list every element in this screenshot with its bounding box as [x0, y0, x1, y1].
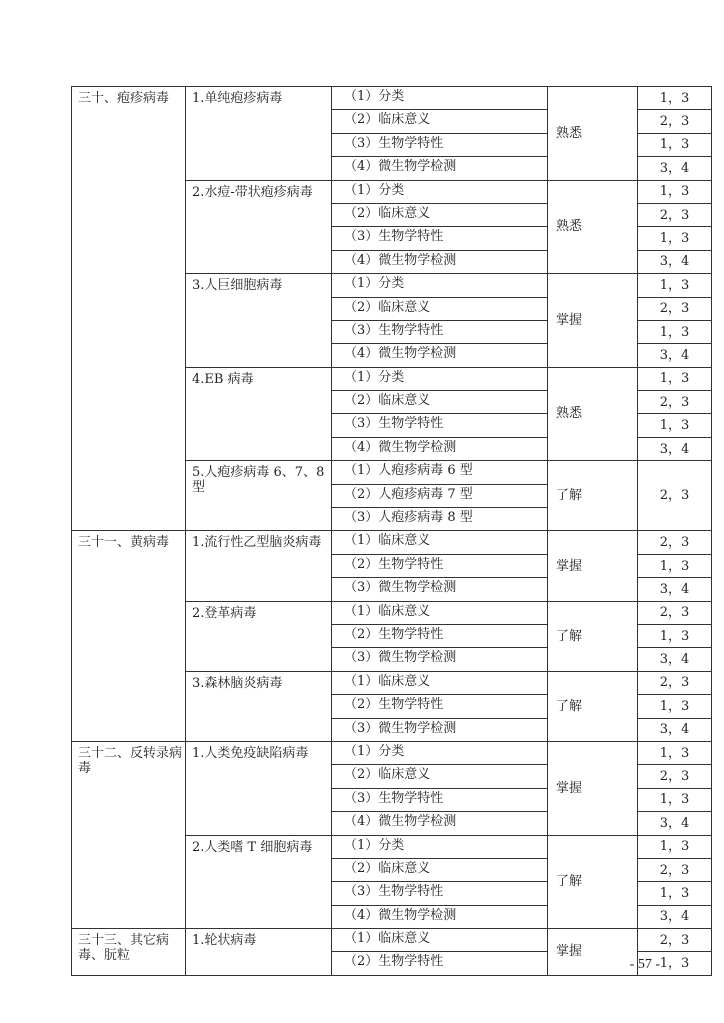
requirement-level-cell: 掌握: [548, 929, 638, 976]
cognitive-level-cell: 3，4: [638, 344, 712, 367]
page-number: - 57 -: [629, 957, 660, 972]
cognitive-level-cell: 2，3: [638, 671, 712, 694]
table-row: [72, 87, 712, 110]
subtopic-cell: （4）微生物学检测: [332, 437, 548, 460]
chapter-title-cell: 三十、疱疹病毒: [72, 87, 186, 531]
requirement-level-cell: 熟悉: [548, 180, 638, 274]
subtopic-cell: （1）分类: [332, 274, 548, 297]
cognitive-level-cell: 1，3: [638, 133, 712, 156]
subtopic-cell: （1）分类: [332, 367, 548, 390]
topic-name-cell: 4.EB 病毒: [186, 367, 332, 461]
topic-name-cell: 2.水痘-带状疱疹病毒: [186, 180, 332, 274]
requirement-level-cell: 了解: [548, 835, 638, 929]
cognitive-level-cell: 3，4: [638, 812, 712, 835]
requirement-level-cell: 熟悉: [548, 87, 638, 181]
cognitive-level-cell: 1，3: [638, 741, 712, 764]
cognitive-level-cell: 3，4: [638, 578, 712, 601]
cognitive-level-cell: 1，3: [638, 554, 712, 577]
subtopic-cell: （1）分类: [332, 180, 548, 203]
subtopic-cell: （1）临床意义: [332, 671, 548, 694]
subtopic-cell: （1）临床意义: [332, 601, 548, 624]
cognitive-level-cell: 1，3: [638, 414, 712, 437]
subtopic-cell: （1）临床意义: [332, 929, 548, 952]
topic-name-cell: 1.单纯疱疹病毒: [186, 87, 332, 181]
requirement-level-cell: 掌握: [548, 531, 638, 601]
subtopic-cell: （3）生物学特性: [332, 414, 548, 437]
cognitive-level-cell: 1，3: [638, 87, 712, 110]
cognitive-level-cell: 1，3: [638, 180, 712, 203]
subtopic-cell: （1）分类: [332, 741, 548, 764]
subtopic-cell: （1）临床意义: [332, 531, 548, 554]
cognitive-level-cell: 2，3: [638, 461, 712, 531]
requirement-level-cell: 掌握: [548, 741, 638, 835]
requirement-level-cell: 了解: [548, 601, 638, 671]
syllabus-table-body: [72, 87, 712, 976]
subtopic-cell: （2）生物学特性: [332, 952, 548, 975]
subtopic-cell: （3）生物学特性: [332, 227, 548, 250]
cognitive-level-cell: 1，3: [638, 227, 712, 250]
subtopic-cell: （1）分类: [332, 835, 548, 858]
cognitive-level-cell: 1，3: [638, 695, 712, 718]
subtopic-cell: （3）生物学特性: [332, 133, 548, 156]
cognitive-level-cell: 2，3: [638, 929, 712, 952]
topic-name-cell: 1.人类免疫缺陷病毒: [186, 741, 332, 835]
cognitive-level-cell: 2，3: [638, 765, 712, 788]
subtopic-cell: （3）微生物学检测: [332, 648, 548, 671]
cognitive-level-cell: 1，3: [638, 624, 712, 647]
topic-name-cell: 1.流行性乙型脑炎病毒: [186, 531, 332, 601]
cognitive-level-cell: 3，4: [638, 157, 712, 180]
cognitive-level-cell: 1，3: [638, 320, 712, 343]
cognitive-level-cell: 3，4: [638, 718, 712, 741]
subtopic-cell: （4）微生物学检测: [332, 905, 548, 928]
topic-name-cell: 2.人类嗜 T 细胞病毒: [186, 835, 332, 929]
chapter-title-cell: 三十三、其它病毒、朊粒: [72, 929, 186, 976]
cognitive-level-cell: 3，4: [638, 437, 712, 460]
subtopic-cell: （2）人疱疹病毒 7 型: [332, 484, 548, 507]
subtopic-cell: （3）生物学特性: [332, 320, 548, 343]
subtopic-cell: （2）生物学特性: [332, 554, 548, 577]
requirement-level-cell: 了解: [548, 461, 638, 531]
subtopic-cell: （2）临床意义: [332, 858, 548, 881]
requirement-level-cell: 熟悉: [548, 367, 638, 461]
topic-name-cell: 3.人巨细胞病毒: [186, 274, 332, 368]
subtopic-cell: （3）微生物学检测: [332, 578, 548, 601]
subtopic-cell: （4）微生物学检测: [332, 157, 548, 180]
syllabus-table-container: [71, 86, 711, 976]
cognitive-level-cell: 1，3: [638, 835, 712, 858]
chapter-title-cell: 三十一、黄病毒: [72, 531, 186, 742]
cognitive-level-cell: 2，3: [638, 203, 712, 226]
cognitive-level-cell: 2，3: [638, 531, 712, 554]
cognitive-level-cell: 3，4: [638, 905, 712, 928]
subtopic-cell: （2）临床意义: [332, 297, 548, 320]
chapter-title-cell: 三十二、反转录病毒: [72, 741, 186, 928]
requirement-level-cell: 掌握: [548, 274, 638, 368]
subtopic-cell: （3）微生物学检测: [332, 718, 548, 741]
subtopic-cell: （1）分类: [332, 87, 548, 110]
cognitive-level-cell: 1，3: [638, 882, 712, 905]
table-row: [72, 741, 712, 764]
topic-name-cell: 1.轮状病毒: [186, 929, 332, 976]
topic-name-cell: 5.人疱疹病毒 6、7、8 型: [186, 461, 332, 531]
cognitive-level-cell: 3，4: [638, 250, 712, 273]
subtopic-cell: （4）微生物学检测: [332, 812, 548, 835]
cognitive-level-cell: 3，4: [638, 648, 712, 671]
cognitive-level-cell: 2，3: [638, 297, 712, 320]
subtopic-cell: （3）人疱疹病毒 8 型: [332, 508, 548, 531]
syllabus-table: [71, 86, 712, 976]
subtopic-cell: （4）微生物学检测: [332, 250, 548, 273]
subtopic-cell: （2）生物学特性: [332, 624, 548, 647]
cognitive-level-cell: 1，3: [638, 788, 712, 811]
subtopic-cell: （2）临床意义: [332, 203, 548, 226]
subtopic-cell: （3）生物学特性: [332, 882, 548, 905]
cognitive-level-cell: 2，3: [638, 858, 712, 881]
cognitive-level-cell: 1，3: [638, 274, 712, 297]
cognitive-level-cell: 2，3: [638, 601, 712, 624]
cognitive-level-cell: 1，3: [638, 367, 712, 390]
subtopic-cell: （2）临床意义: [332, 391, 548, 414]
subtopic-cell: （2）生物学特性: [332, 695, 548, 718]
table-row: [72, 929, 712, 952]
topic-name-cell: 3.森林脑炎病毒: [186, 671, 332, 741]
table-row: [72, 531, 712, 554]
cognitive-level-cell: 2，3: [638, 391, 712, 414]
subtopic-cell: （4）微生物学检测: [332, 344, 548, 367]
subtopic-cell: （2）临床意义: [332, 110, 548, 133]
subtopic-cell: （2）临床意义: [332, 765, 548, 788]
subtopic-cell: （1）人疱疹病毒 6 型: [332, 461, 548, 484]
subtopic-cell: （3）生物学特性: [332, 788, 548, 811]
cognitive-level-cell: 2，3: [638, 110, 712, 133]
cognitive-level-cell: 1，3: [638, 952, 712, 975]
requirement-level-cell: 了解: [548, 671, 638, 741]
topic-name-cell: 2.登革病毒: [186, 601, 332, 671]
